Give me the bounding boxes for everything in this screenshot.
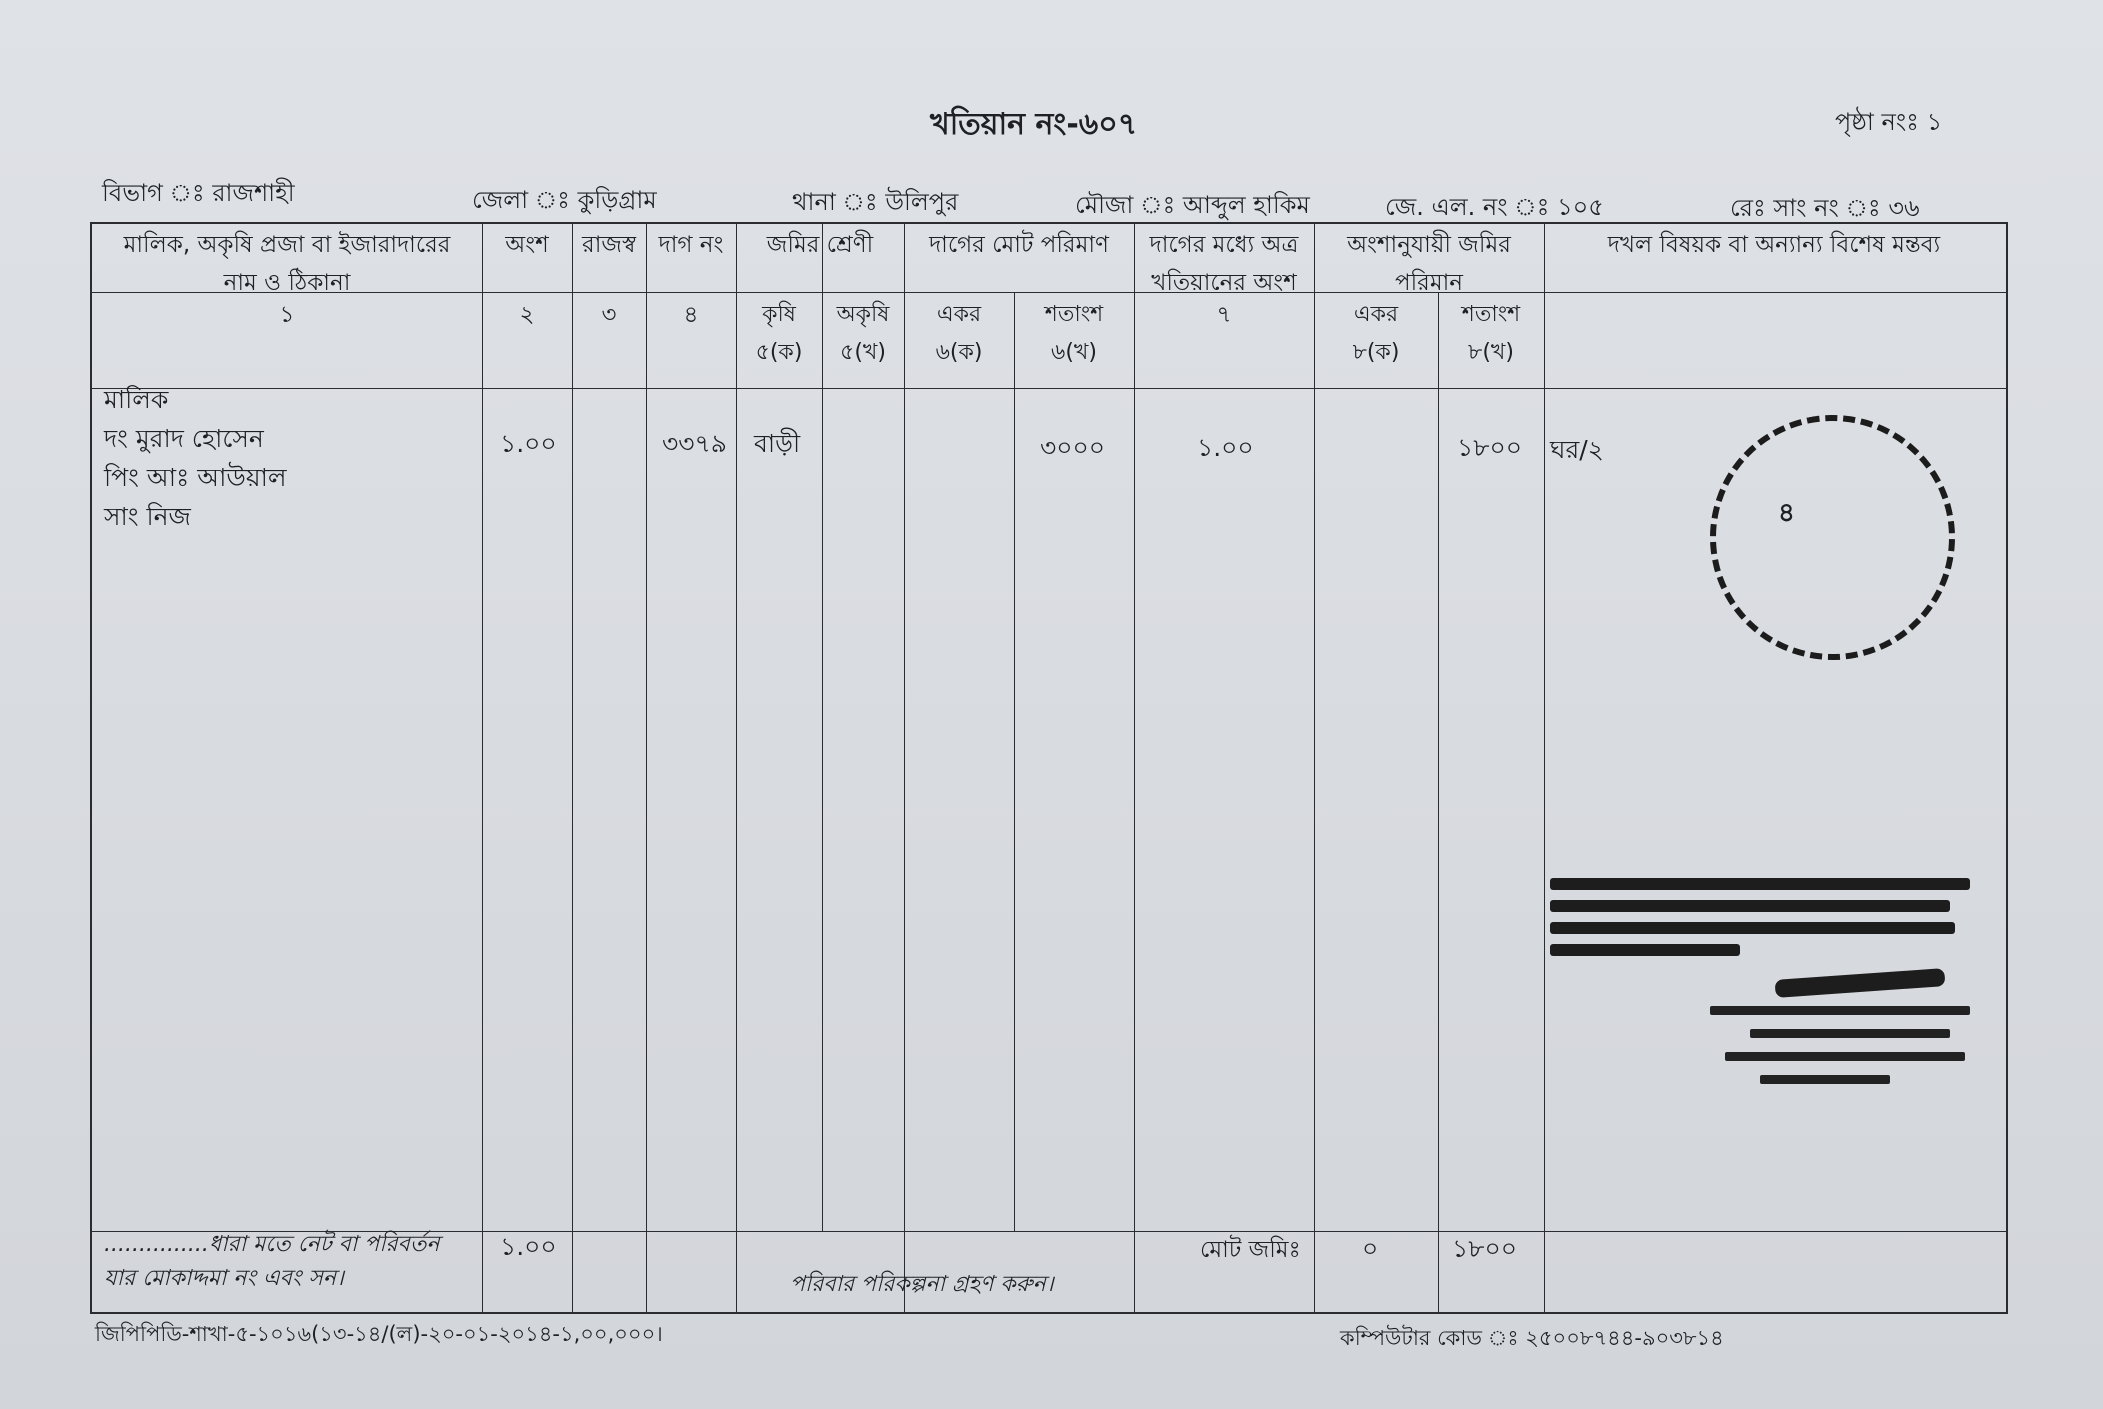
owner-name: দং মুরাদ হোসেন	[104, 424, 264, 453]
col-num-1: ১	[279, 302, 295, 328]
col-land-class-header: জমির শ্রেণী	[766, 232, 874, 258]
entry-remarks: ঘর/২	[1550, 435, 1604, 464]
owner-father: পিং আঃ আউয়াল	[104, 463, 287, 492]
col-num-4: ৪	[683, 302, 699, 328]
owner-label: মালিক	[104, 385, 169, 414]
entry-land-class: বাড়ী	[754, 429, 801, 458]
division-label: বিভাগ ঃ রাজশাহী	[102, 179, 295, 207]
reg-number-label: রেঃ সাং নং ঃ ৩৬	[1730, 194, 1920, 222]
col-shotangsho-8: শতাংশ ৮(খ)	[1461, 302, 1521, 365]
col-num-2: ২	[519, 302, 535, 328]
dhara-note-2: যার মোকাদ্দমা নং এবং সন।	[104, 1266, 344, 1291]
col-krishi: কৃষি ৫(ক)	[755, 302, 803, 365]
khatian-title: খতিয়ান নং-৬০৭	[930, 107, 1138, 142]
family-planning-note: পরিবার পরিকল্পনা গ্রহণ করুন।	[790, 1272, 1054, 1297]
khatian-table	[90, 222, 2008, 1314]
total-share: ১.০০	[500, 1232, 557, 1261]
col-acre-6: একর ৬(ক)	[935, 302, 983, 365]
total-shotangsho: ১৮০০	[1452, 1234, 1517, 1263]
col-num-3: ৩	[601, 302, 617, 328]
signature	[1775, 968, 1946, 998]
owner-details	[104, 380, 287, 536]
col-remarks-header: দখল বিষয়ক বা অন্যান্য বিশেষ মন্তব্য	[1607, 232, 1941, 258]
print-code: জিপিপিডি-শাখা-৫-১০১৬(১৩-১৪/(ল)-২০-০১-২০১৪-১,০০,০০০।	[95, 1322, 663, 1346]
entry-share-land: ১৮০০	[1457, 433, 1522, 462]
owner-address: সাং নিজ	[104, 502, 191, 531]
total-acre: ০	[1362, 1234, 1379, 1263]
computer-code: কম্পিউটার কোড ঃ ২৫০০৮৭৪৪-৯০৩৮১৪	[1340, 1326, 1724, 1350]
col-dag-header: দাগ নং	[658, 232, 724, 258]
thana-label: থানা ঃ উলিপুর	[792, 188, 959, 216]
entry-dag-no: ৩৩৭৯	[662, 429, 727, 458]
col-revenue-header: রাজস্ব	[582, 232, 636, 258]
col-acre-8: একর ৮(ক)	[1352, 302, 1400, 365]
stamp-mark: ৪	[1778, 498, 1795, 528]
page-number: পৃষ্ঠা নংঃ ১	[1835, 108, 1943, 136]
col-shotangsho-6: শতাংশ ৬(খ)	[1044, 302, 1104, 365]
col-share-header: অংশ	[505, 232, 549, 258]
mouza-label: মৌজা ঃ আব্দুল হাকিম	[1075, 191, 1310, 219]
col-akrishi: অকৃষি ৫(খ)	[836, 302, 890, 365]
col-owner-header: মালিক, অকৃষি প্রজা বা ইজারাদারের নাম ও ঠিকানা	[123, 232, 451, 296]
col-dag-total-header: দাগের মোট পরিমাণ	[929, 232, 1109, 258]
entry-dag-portion: ১.০০	[1197, 433, 1254, 462]
jl-number-label: জে. এল. নং ঃ ১০৫	[1385, 193, 1604, 221]
certification-seal	[1550, 868, 1980, 1084]
col-share-land-header: অংশানুযায়ী জমির পরিমান	[1347, 232, 1511, 296]
col-num-7: ৭	[1216, 302, 1232, 328]
total-land-label: মোট জমিঃ	[1200, 1237, 1301, 1263]
dhara-note: ...............ধারা মতে নেট বা পরিবর্তন	[104, 1232, 440, 1257]
entry-dag-total: ৩০০০	[1040, 433, 1106, 462]
entry-share: ১.০০	[500, 429, 557, 458]
district-label: জেলা ঃ কুড়িগ্রাম	[472, 186, 657, 214]
col-dag-portion-header: দাগের মধ্যে অত্র খতিয়ানের অংশ	[1149, 232, 1299, 296]
